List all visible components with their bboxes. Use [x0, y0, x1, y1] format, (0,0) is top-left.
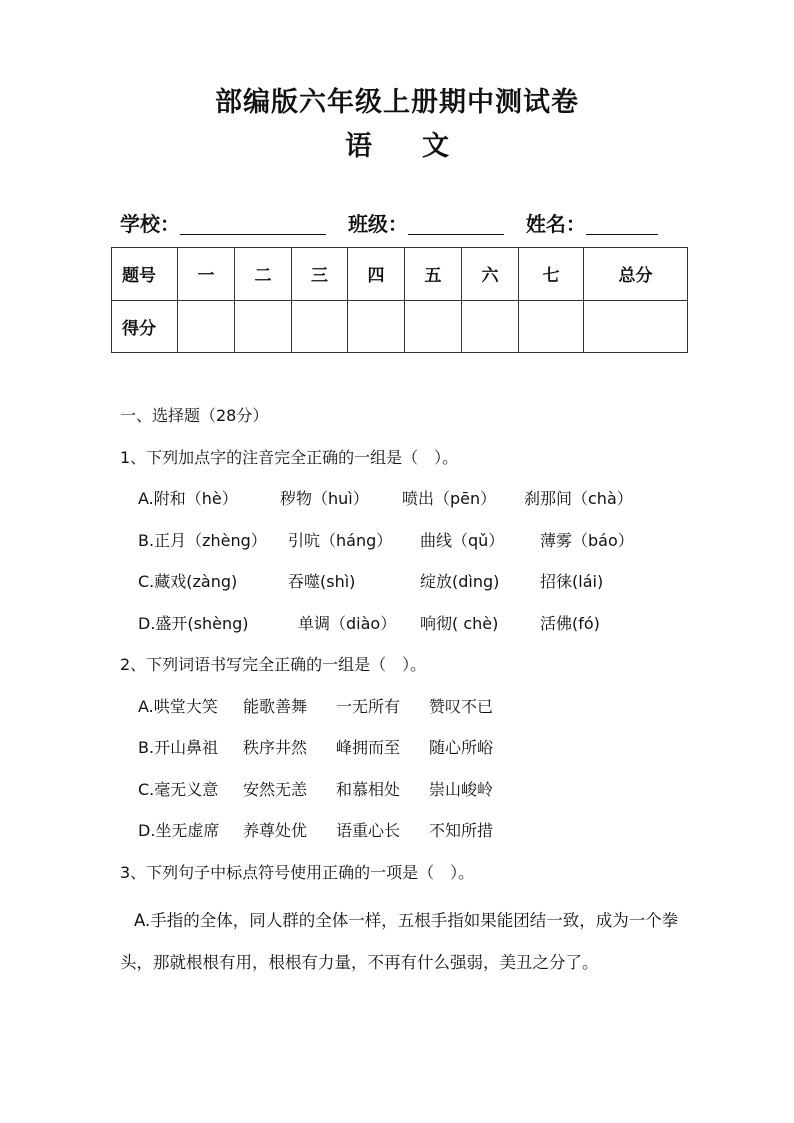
score-cell-1[interactable] — [178, 300, 235, 353]
q2-d-item-4: 不知所措 — [429, 821, 494, 840]
q2-a-item-4: 赞叹不已 — [429, 696, 494, 716]
score-cell-total[interactable] — [584, 300, 688, 353]
score-cell-2[interactable] — [235, 300, 292, 353]
q2-c-item-4: 崇山峻岭 — [429, 779, 494, 799]
q1-option-c — [120, 568, 690, 610]
q2-a-item-2: 能歌善舞 — [243, 696, 308, 716]
q1-b-item-2: 引吭（háng） — [288, 530, 393, 550]
question-1-stem: 1、下列加点字的注音完全正确的一组是（ ）。 — [120, 447, 459, 467]
score-cell-3[interactable] — [292, 300, 348, 353]
header-cell-total: 总分 — [584, 248, 688, 301]
score-cell-4[interactable] — [348, 300, 405, 353]
question-3-stem: 3、下列句子中标点符号使用正确的一项是（ ）。 — [120, 862, 475, 882]
q1-b-item-4: 薄雾（báo） — [540, 530, 634, 550]
q2-d-item-3: 语重心长 — [336, 821, 401, 840]
question-2-stem: 2、下列词语书写完全正确的一组是（ ）。 — [120, 655, 427, 674]
q1-c-item-4: 招徕(lái) — [540, 572, 604, 591]
q2-c-item-3: 和慕相处 — [336, 779, 401, 799]
score-cell-7[interactable] — [519, 300, 584, 353]
q2-b-item-1: B.开山鼻祖 — [138, 738, 219, 757]
q1-b-item-3: 曲线（qǔ） — [420, 530, 505, 550]
name-blank[interactable] — [586, 216, 658, 235]
student-info-line — [120, 208, 680, 237]
q1-c-item-3: 绽放(dìng) — [420, 572, 500, 591]
subject-char-2: 文 — [422, 131, 449, 162]
header-cell-4: 四 — [348, 248, 405, 301]
q1-a-item-3: 喷出（pēn） — [402, 489, 497, 508]
q2-c-item-1: C.毫无义意 — [138, 779, 219, 799]
score-table — [111, 247, 688, 353]
q2-c-item-2: 安然无恙 — [243, 779, 308, 799]
q2-option-a — [120, 693, 690, 735]
score-table-header-row — [112, 248, 688, 301]
school-blank[interactable] — [180, 216, 326, 235]
q3-option-a: A.手指的全体，同人群的全体一样，五根手指如果能团结一致，成为一个拳头，那就根根有用，根根有力量，不再有什么强弱，美丑之分了。 — [120, 911, 679, 972]
header-cell-1: 一 — [178, 248, 235, 301]
q1-d-item-3: 响彻( chè) — [420, 613, 499, 633]
page-title: 部编版六年级上册期中测试卷 — [215, 87, 579, 118]
header-cell-2: 二 — [235, 248, 292, 301]
q1-option-d — [120, 610, 690, 652]
score-table-score-row — [112, 300, 688, 353]
score-label: 得分 — [112, 300, 178, 353]
section-heading: 一、选择题（28分） — [120, 406, 269, 425]
q2-option-d — [120, 817, 690, 859]
q1-d-item-1: D.盛开(shèng) — [138, 613, 249, 633]
q2-a-item-3: 一无所有 — [336, 696, 401, 716]
q1-option-a — [120, 485, 690, 527]
score-cell-5[interactable] — [405, 300, 462, 353]
q2-a-item-1: A.哄堂大笑 — [138, 696, 218, 716]
q1-c-item-1: C.藏戏(zàng) — [138, 572, 238, 591]
question-number-label: 题号 — [112, 248, 178, 301]
exam-body — [120, 402, 690, 984]
q2-b-item-4: 随心所峪 — [429, 738, 494, 757]
class-blank[interactable] — [408, 216, 504, 235]
q2-option-c — [120, 776, 690, 818]
q1-a-item-4: 刹那间（chà） — [524, 489, 633, 508]
q2-b-item-3: 峰拥而至 — [336, 738, 401, 757]
q1-b-item-1: B.正月（zhèng） — [138, 530, 267, 550]
q2-d-item-2: 养尊处优 — [243, 821, 308, 840]
q2-d-item-1: D.坐无虚席 — [138, 821, 220, 840]
subject-char-1: 语 — [345, 131, 372, 162]
q1-a-item-2: 秽物（huì） — [280, 489, 369, 508]
q1-a-item-1: A.附和（hè） — [138, 489, 238, 508]
header-cell-6: 六 — [462, 248, 519, 301]
q1-option-b — [120, 527, 690, 569]
class-label: 班级： — [347, 212, 408, 236]
subject-title — [0, 124, 794, 163]
header-cell-5: 五 — [405, 248, 462, 301]
header-cell-3: 三 — [292, 248, 348, 301]
q1-d-item-4: 活佛(fó) — [540, 613, 600, 633]
q1-c-item-2: 吞噬(shì) — [288, 572, 356, 591]
school-label: 学校： — [120, 212, 180, 236]
q2-option-b — [120, 734, 690, 776]
q1-d-item-2: 单调（diào） — [298, 613, 397, 633]
name-label: 姓名： — [525, 212, 586, 236]
header-cell-7: 七 — [519, 248, 584, 301]
q2-b-item-2: 秩序井然 — [243, 738, 308, 757]
score-cell-6[interactable] — [462, 300, 519, 353]
